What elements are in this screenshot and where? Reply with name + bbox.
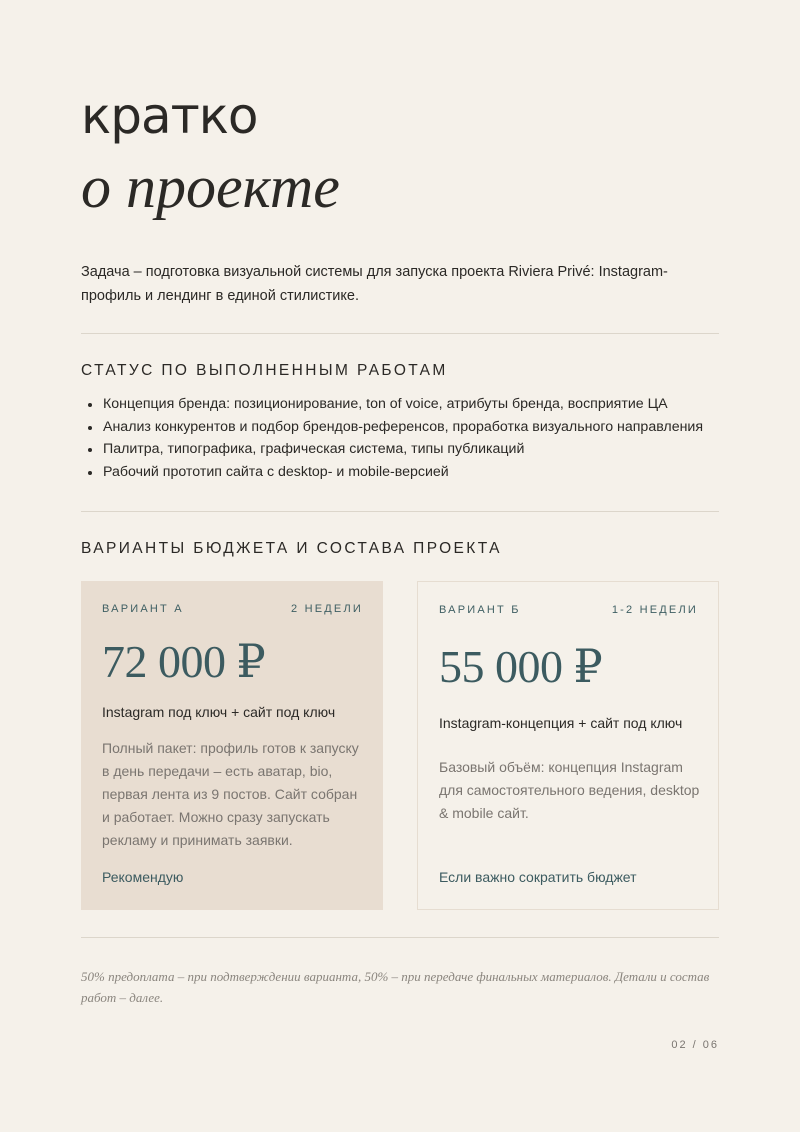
divider [81,511,719,512]
intro-text: Задача – подготовка визуальной системы для запуска проекта Riviera Privé: Instagram-профиль и лендинг в единой стилистике. [81,264,668,304]
option-price: 72 000 ₽ [102,636,266,687]
status-list-item [81,438,719,461]
option-duration: 2 НЕДЕЛИ [291,603,363,615]
divider [81,333,719,334]
option-note: Рекомендую [102,869,184,885]
status-list-item [81,393,719,416]
status-list [81,393,719,483]
status-item-text: Концепция бренда: позиционирование, ton of voice, атрибуты бренда, восприятие ЦА [103,396,668,412]
option-note: Если важно сократить бюджет [439,869,637,885]
option-label: ВАРИАНТ Б [439,604,521,616]
bullet-icon [88,471,92,475]
bullet-icon [88,426,92,430]
page-number: 02 / 06 [671,1039,719,1051]
budget-option-b-card [417,581,719,910]
option-duration: 1-2 НЕДЕЛИ [611,604,698,616]
divider [81,937,719,938]
bullet-icon [88,403,92,407]
status-item-text: Палитра, типографика, графическая система, типы публикаций [103,441,525,458]
status-item-text: Анализ конкурентов и подбор брендов-референсов, проработка визуального направления [103,418,704,435]
budget-option-a-card [81,581,383,910]
status-list-item [81,416,719,439]
status-item-text: Рабочий прототип сайта с desktop- и mobile-версией [103,463,449,480]
option-price: 55 000 ₽ [439,641,603,692]
page-title-line-2: о проекте [81,154,340,220]
status-heading: СТАТУС ПО ВЫПОЛНЕННЫМ РАБОТАМ [81,362,448,379]
bullet-icon [88,448,92,452]
option-subtitle: Instagram-концепция + сайт под ключ [439,715,683,731]
option-description: Полный пакет: профиль готов к запуску в день передачи – есть аватар, bio, первая лента из 9 постов. Сайт собран и работает. Можно сразу запускать рекламу и принимать заявки. [102,740,359,848]
budget-heading: ВАРИАНТЫ БЮДЖЕТА И СОСТАВА ПРОЕКТА [81,540,502,557]
option-description: Базовый объём: концепция Instagram для самостоятельного ведения, desktop & mobile сайт. [439,759,700,821]
status-list-item [81,461,719,484]
option-subtitle: Instagram под ключ + сайт под ключ [102,704,336,720]
option-label: ВАРИАНТ А [102,603,184,615]
page-title-line-1: кратко [81,87,258,145]
payment-footnote: 50% предоплата – при подтверждении варианта, 50% – при передаче финальных материалов. Детали и состав работ – далее. [81,969,710,1005]
